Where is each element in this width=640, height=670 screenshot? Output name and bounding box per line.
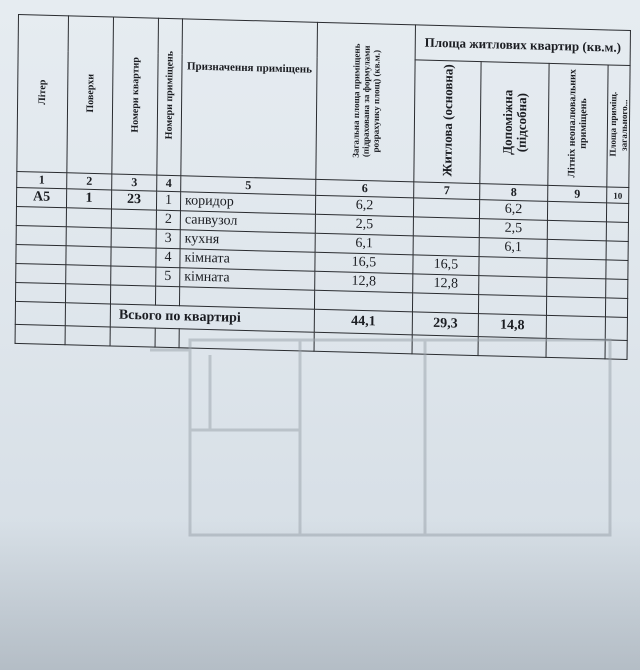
cell-total: 6,1: [315, 233, 413, 255]
cell-living: 16,5: [413, 255, 479, 276]
cell-other: [606, 203, 628, 223]
cell-other: [606, 222, 628, 242]
cell-total: 12,8: [315, 271, 413, 293]
empty-cell: [65, 303, 110, 327]
cell-room-number: 5: [156, 267, 180, 287]
cell-purpose: санвузол: [180, 211, 315, 234]
cell-purpose: кімната: [180, 268, 315, 291]
header-summer: Літніх неопалювальних приміщень: [548, 63, 608, 187]
col-number: 8: [480, 184, 548, 202]
cell-apt: [111, 209, 156, 229]
cell-room-number: 1: [156, 191, 180, 211]
cell-floor: [66, 227, 111, 247]
cell-living: [413, 236, 479, 257]
col-number: 7: [414, 182, 480, 200]
page-shadow: [0, 520, 640, 670]
cell-total: 6,2: [315, 195, 413, 217]
cell-room-number: 2: [156, 210, 180, 230]
cell-total: 2,5: [315, 214, 413, 236]
cell-purpose: коридор: [180, 192, 315, 215]
cell-floor: [66, 208, 111, 228]
plan-outline: [190, 340, 610, 535]
header-room-numbers: Номери приміщень: [157, 18, 183, 176]
empty-cell: [15, 324, 65, 344]
cell-apt: [111, 247, 156, 267]
col-number: 6: [316, 179, 414, 198]
empty-cell: [65, 284, 110, 304]
empty-cell: [110, 327, 155, 347]
col-number: 3: [112, 174, 157, 191]
cell-other: [606, 241, 628, 261]
total-living-sum: 29,3: [412, 312, 478, 337]
cell-room-number: 4: [156, 248, 180, 268]
cell-summer: [547, 201, 606, 222]
cell-aux: 6,2: [479, 200, 547, 221]
cell-floor: 1: [66, 189, 111, 209]
explication-table-wrap: [15, 14, 630, 334]
cell-apt: [111, 266, 156, 286]
col-number: 9: [548, 185, 607, 203]
empty-cell: [15, 282, 65, 302]
total-aux-sum: 14,8: [478, 314, 546, 339]
total-label: Всього по квартирі: [110, 304, 314, 332]
cell-summer: [547, 258, 606, 279]
cell-liter: [16, 206, 66, 226]
cell-liter: А5: [16, 187, 66, 207]
cell-liter: [16, 263, 66, 283]
cell-liter: [16, 244, 66, 264]
cell-floor: [66, 265, 111, 285]
cell-aux: [479, 276, 547, 297]
col-number: 5: [181, 176, 316, 196]
show-through-floor-plan: [150, 300, 620, 540]
cell-aux: 2,5: [479, 219, 547, 240]
header-other: Площа примiщ. загального...: [607, 65, 630, 188]
cell-purpose: кухня: [180, 230, 315, 253]
cell-floor: [66, 246, 111, 266]
header-floors: Поверхи: [67, 16, 114, 174]
cell-apt: [111, 228, 156, 248]
header-living-group: Площа житлових квартир (кв.м.): [415, 25, 630, 66]
header-apt-numbers: Номери квартир: [112, 17, 159, 175]
empty-cell: [110, 285, 155, 305]
cell-summer: [547, 220, 606, 241]
header-row-1: [18, 15, 630, 66]
cell-liter: [16, 225, 66, 245]
cell-other: [606, 260, 628, 280]
col-number: 10: [607, 187, 629, 204]
header-total-area: Загальна площа приміщень (підрахована за формулами розрахунку площ) (кв.м.): [316, 22, 416, 182]
col-number: 4: [157, 175, 181, 192]
cell-apt: 23: [111, 190, 156, 210]
cell-aux: 6,1: [479, 238, 547, 259]
cell-other: [606, 279, 628, 299]
col-number: 2: [67, 173, 112, 190]
header-purpose: Призначення приміщень: [181, 19, 318, 179]
cell-aux: [479, 257, 547, 278]
header-living: Житлова (основна): [414, 60, 481, 184]
empty-cell: [15, 301, 65, 325]
header-auxiliary: Допоміжна (підсобна): [480, 62, 549, 186]
cell-living: 12,8: [413, 274, 479, 295]
cell-summer: [547, 277, 606, 298]
cell-total: 16,5: [315, 252, 413, 274]
col-number: 1: [17, 171, 67, 188]
cell-summer: [547, 239, 606, 260]
cell-room-number: 3: [156, 229, 180, 249]
total-area-sum: 44,1: [314, 309, 412, 335]
cell-living: [413, 217, 479, 238]
cell-living: [413, 198, 479, 219]
empty-cell: [65, 326, 110, 346]
cell-purpose: кімната: [180, 249, 315, 272]
header-liter: Літер: [17, 15, 69, 173]
